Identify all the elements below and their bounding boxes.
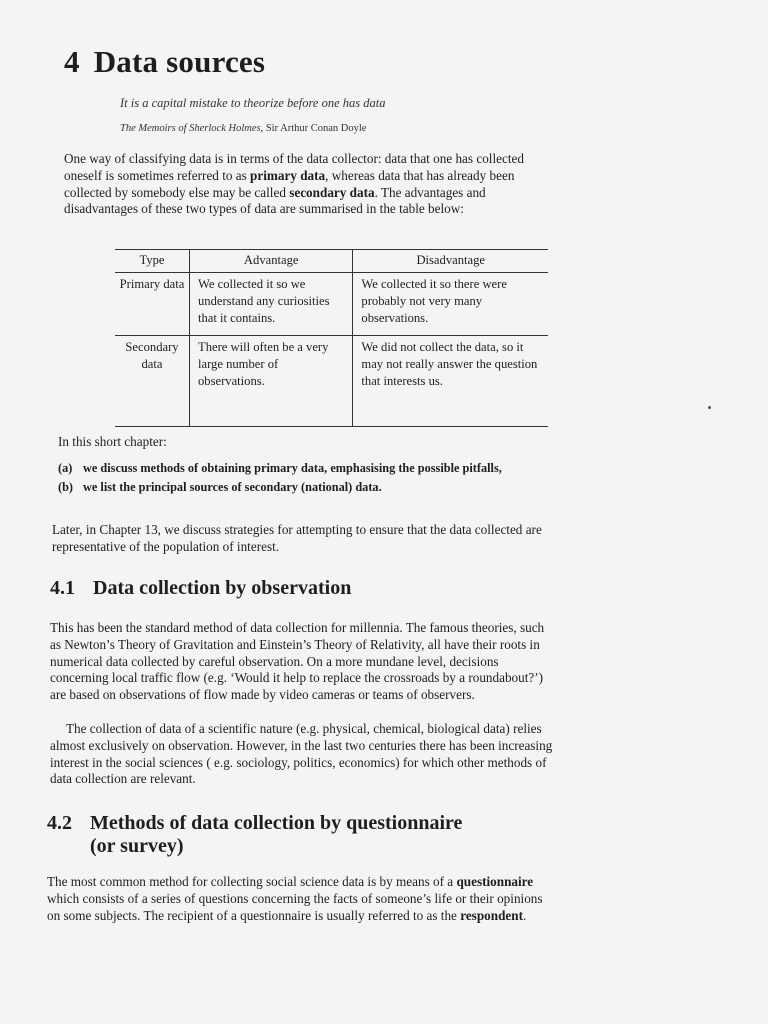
table-cell: We collected it so we understand any curiosities that it contains. [190, 273, 353, 336]
table-header-row [115, 250, 548, 273]
later-paragraph: Later, in Chapter 13, we discuss strategies for attempting to ensure that the data collected are representative of the population of interest. [52, 522, 542, 554]
table-row [115, 273, 548, 336]
section-4-2-text-3: . [523, 907, 527, 923]
term-respondent: respondent [460, 907, 523, 923]
table-header-advantage: Advantage [190, 250, 353, 273]
table-cell: We collected it so there were probably not very many observations. [353, 273, 548, 336]
section-4-1-paragraph-1: This has been the standard method of data collection for millennia. The famous theories, such as Newton’s Theory of Gravitation and Einstein’s Theory of Relativity, all have their roots in numerical data collected by careful observation. On a more mundane level, decisions concerning local traffic flow (e.g. ‘Would it help to replace the crossroads by a roundabout?’) are based on observations of flow made by video cameras or teams of observers. [50, 620, 545, 703]
term-primary-data: primary data [250, 167, 326, 183]
table-header-type: Type [115, 250, 190, 273]
data-types-table [115, 249, 548, 427]
section-4-1-heading [50, 577, 351, 600]
table-header-disadvantage: Disadvantage [353, 250, 548, 273]
epigraph-source-author: Sir Arthur Conan Doyle [263, 123, 367, 134]
term-questionnaire: questionnaire [456, 874, 534, 889]
section-number: 4.1 [50, 577, 75, 599]
table-row [115, 336, 548, 427]
data-types-table-wrap [115, 249, 548, 427]
intro-paragraph [64, 151, 560, 218]
intro-text-2: , whereas data that has already been collected by somebody else may be called [64, 167, 515, 200]
intro-text-3: . The advantages and disadvantages of these two types of data are summarised in the table below: [64, 184, 486, 217]
list-item-text: we discuss methods of obtaining primary data, emphasising the possible pitfalls, [83, 461, 502, 475]
section-4-2-text-1: The most common method for collecting social science data is by means of a [47, 874, 457, 889]
chapter-contents-list [58, 461, 548, 498]
term-secondary-data: secondary data [289, 184, 375, 200]
list-item [58, 480, 548, 496]
chapter-title [64, 44, 265, 80]
section-title: Data collection by observation [93, 577, 352, 599]
epigraph-quote: It is a capital mistake to theorize before one has data [120, 96, 386, 110]
intro-text-1: One way of classifying data is in terms of the data collector: data that one has collected oneself is sometimes referred to as [64, 151, 524, 183]
section-number: 4.2 [47, 812, 72, 834]
section-4-2-text-2: which consists of a series of questions concerning the facts of someone’s life or their opinions on some subjects. The recipient of a questionnaire is usually referred to as the [47, 890, 543, 923]
epigraph-source [120, 123, 366, 134]
section-title-continued: (or survey) [90, 835, 184, 857]
table-cell: There will often be a very large number of observations. [190, 336, 353, 427]
chapter-intro-text: In this short chapter: [58, 434, 167, 449]
chapter-title-text: Data sources [93, 44, 266, 79]
section-4-1-paragraph-2: The collection of data of a scientific nature (e.g. physical, chemical, biological data) relies almost exclusively on observation. However, in the last two centuries there has been increasing interest in the social sciences ( e.g. sociology, politics, economics) for which other methods of data collection are relevant. [50, 721, 553, 787]
table-cell: We did not collect the data, so it may not really answer the question that interests us. [353, 336, 548, 427]
chapter-number: 4 [64, 44, 80, 79]
list-marker: (b) [58, 479, 74, 494]
list-item [58, 461, 548, 477]
epigraph-source-title: The Memoirs of Sherlock Holmes, [120, 123, 264, 134]
list-marker: (a) [58, 461, 73, 475]
section-title: Methods of data collection by questionnaire [90, 812, 463, 834]
table-cell: Primary data [115, 273, 190, 336]
section-4-2-heading [47, 812, 567, 858]
section-4-2-paragraph [47, 874, 557, 924]
scan-speck [708, 406, 711, 409]
list-item-text: we list the principal sources of secondary (national) data. [83, 479, 382, 494]
table-cell: Secondary data [115, 336, 190, 427]
